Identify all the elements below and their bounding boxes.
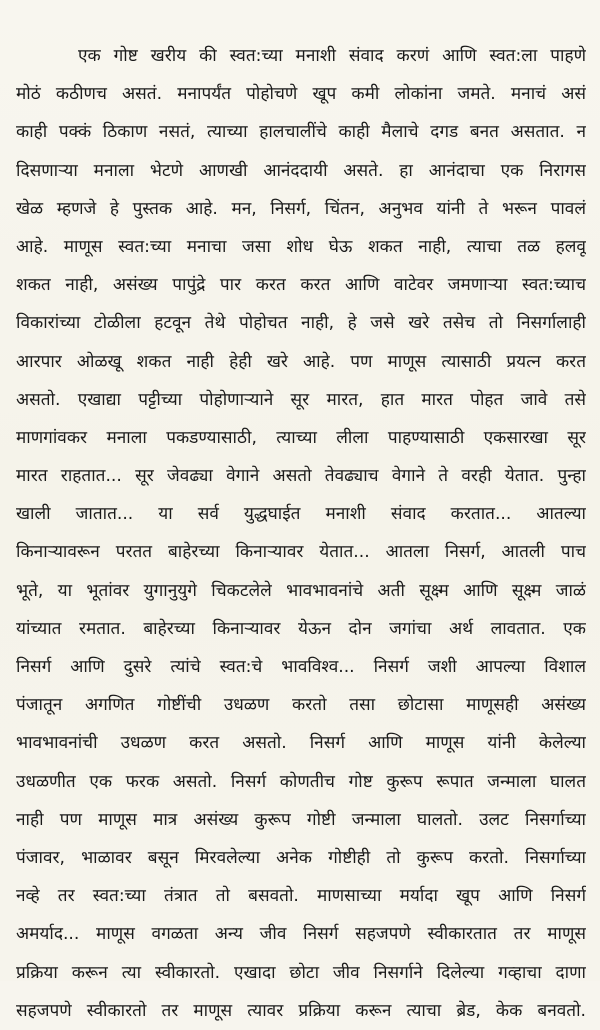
- text-line-25: प्रक्रिया करून त्या स्वीकारतो. एखादा छोटा जीव निसर्गाने दिलेल्या गव्हाचा दाणा: [16, 962, 586, 983]
- text-line-22: पंजावर, भाळावर बसून मिरवलेल्या अनेक गोष्टीही तो कुरूप करतो. निसर्गाच्या: [16, 847, 586, 868]
- text-line-26: सहजपणे स्वीकारतो तर माणूस त्यावर प्रक्रिया करून त्याचा ब्रेड, केक बनवतो.: [16, 1000, 586, 1021]
- text-line-9: आरपार ओळखू शकत नाही हेही खरे आहे. पण माणूस त्यासाठी प्रयत्न करत: [16, 351, 586, 372]
- text-line-18: पंजातून अगणित गोष्टींची उधळण करतो तसा छोटासा माणूसही असंख्य: [16, 695, 586, 716]
- text-line-1: एक गोष्ट खरीय की स्वत:च्या मनाशी संवाद करणं आणि स्वत:ला पाहणे: [78, 46, 586, 66]
- text-line-10: असतो. एखाद्या पट्टीच्या पोहोणाऱ्याने सूर मारत, हात मारत पोहत जावे तसे: [16, 389, 586, 410]
- text-line-19: भावभावनांची उधळण करत असतो. निसर्ग आणि माणूस यांनी केलेल्या: [16, 733, 586, 754]
- text-line-13: खाली जातात... या सर्व युद्धघाईत मनाशी संवाद करतात... आतल्या: [16, 504, 586, 525]
- text-line-11: माणगांवकर मनाला पकडण्यासाठी, त्याच्या लीला पाहण्यासाठी एकसारखा सूर: [16, 427, 586, 448]
- text-line-5: खेळ म्हणजे हे पुस्तक आहे. मन, निसर्ग, चिंतन, अनुभव यांनी ते भरून पावलं: [16, 198, 586, 219]
- text-line-16: यांच्यात रमतात. बाहेरच्या किनाऱ्यावर येऊन दोन जगांचा अर्थ लावतात. एक: [16, 618, 586, 639]
- text-line-15: भूते, या भूतांवर युगानुयुगे चिकटलेले भावभावनांचे अती सूक्ष्म आणि सूक्ष्म जाळं: [16, 580, 586, 601]
- text-line-7: शकत नाही, असंख्य पापुंद्रे पार करत करत आणि वाटेवर जमणाऱ्या स्वत:च्याच: [16, 275, 586, 296]
- text-line-2: मोठं कठीणच असतं. मनापर्यंत पोहोचणे खूप कमी लोकांना जमते. मनाचं असं: [16, 84, 586, 105]
- text-line-14: किनाऱ्यावरून परतत बाहेरच्या किनाऱ्यावर येतात... आतला निसर्ग, आतली पाच: [16, 542, 586, 563]
- text-line-23: नव्हे तर स्वत:च्या तंत्रात तो बसवतो. माणसाच्या मर्यादा खूप आणि निसर्ग: [16, 886, 586, 907]
- marathi-passage: [16, 37, 586, 1030]
- text-line-21: नाही पण माणूस मात्र असंख्य कुरूप गोष्टी जन्माला घालतो. उलट निसर्गाच्या: [16, 809, 586, 830]
- text-line-12: मारत राहतात... सूर जेवढ्या वेगाने असतो तेवढ्याच वेगाने ते वरही येतात. पुन्हा: [16, 466, 586, 487]
- text-line-24: अमर्याद... माणूस वगळता अन्य जीव निसर्ग सहजपणे स्वीकारतात तर माणूस: [16, 924, 586, 945]
- text-line-6: आहे. माणूस स्वत:च्या मनाचा जसा शोध घेऊ शकत नाही, त्याचा तळ हलवू: [16, 236, 586, 257]
- text-line-20: उधळणीत एक फरक असतो. निसर्ग कोणतीच गोष्ट कुरूप रूपात जन्माला घालत: [16, 771, 586, 792]
- text-line-3: काही पक्कं ठिकाण नसतं, त्याच्या हालचालींचे काही मैलाचे दगड बनत असतात. न: [16, 122, 586, 143]
- text-line-4: दिसणाऱ्या मनाला भेटणे आणखी आनंददायी असते. हा आनंदाचा एक निरागस: [16, 160, 586, 181]
- text-line-8: विकारांच्या टोळीला हटवून तेथे पोहोचत नाही, हे जसे खरे तसेच तो निसर्गालाही: [16, 313, 586, 334]
- text-line-17: निसर्ग आणि दुसरे त्यांचे स्वत:चे भावविश्व... निसर्ग जशी आपल्या विशाल: [16, 657, 586, 677]
